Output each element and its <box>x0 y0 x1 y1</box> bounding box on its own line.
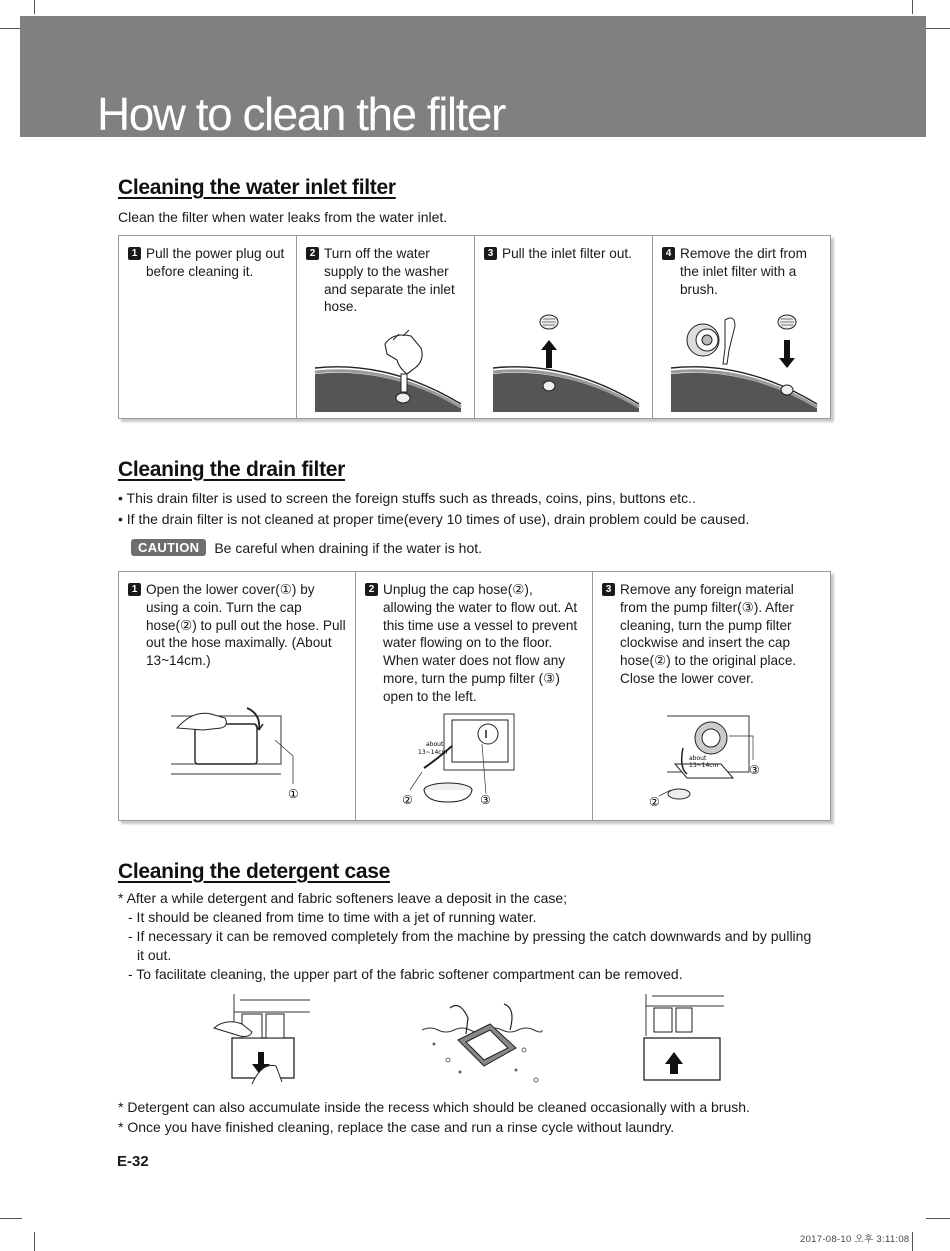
detergent-item: - To facilitate cleaning, the upper part of the fabric softener compartment can be removed. <box>128 966 683 982</box>
drain-bullet: • This drain filter is used to screen the foreign stuffs such as threads, coins, pins, buttons etc.. <box>118 490 696 506</box>
lower-cover-illustration <box>163 700 333 810</box>
step-text: Unplug the cap hose(②), allowing the water to flow out. At this time use a vessel to prevent water flowing on to the floor. When water does not flow any more, turn the pump filter (③) open to the left. <box>383 582 578 704</box>
inlet-step-1 <box>119 236 297 418</box>
footnote: * Detergent can also accumulate inside the recess which should be cleaned occasionally with a brush. <box>118 1099 750 1115</box>
hose-disconnect-illustration <box>313 326 463 412</box>
crop-mark <box>0 28 22 29</box>
step-text: Remove any foreign material from the pump filter(③). After cleaning, turn the pump filter clockwise and insert the cap hose(②) to the original place. Close the lower cover. <box>620 582 797 686</box>
caution-text: Be careful when draining if the water is hot. <box>214 539 483 556</box>
callout-two: ② <box>649 795 660 809</box>
drain-bullet: • If the drain filter is not cleaned at proper time(every 10 times of use), drain problem could be caused. <box>118 511 750 527</box>
step-number: 1 <box>128 247 141 260</box>
detergent-case-instructions <box>118 889 818 984</box>
callout-two: ② <box>402 793 413 807</box>
callout-three: ③ <box>749 763 760 777</box>
drain-step-2 <box>356 572 593 820</box>
detergent-item: - If necessary it can be removed completely from the machine by pressing the catch downwards and by pulling it out. <box>128 928 812 963</box>
drain-steps-table <box>118 571 831 821</box>
step-number: 3 <box>602 583 615 596</box>
step-number: 2 <box>365 583 378 596</box>
page-number: E-32 <box>117 1153 149 1170</box>
page-title: How to clean the filter <box>97 88 505 140</box>
about-value: 13~14cm <box>418 749 448 756</box>
inlet-filter-heading: Cleaning the water inlet filter <box>118 176 396 199</box>
crop-mark <box>926 28 950 29</box>
crop-mark <box>0 1218 22 1219</box>
about-value: 13~14cm <box>689 762 719 769</box>
about-label: about <box>426 741 444 748</box>
insert-case-illustration <box>640 992 726 1086</box>
step-text: Pull the inlet filter out. <box>502 246 632 261</box>
step-text: Remove the dirt from the inlet filter with a brush. <box>680 246 807 297</box>
drain-hose-illustration <box>396 710 566 810</box>
crop-mark <box>912 1232 913 1251</box>
step-text: Turn off the water supply to the washer and separate the inlet hose. <box>324 246 455 315</box>
crop-mark <box>912 0 913 14</box>
step-number: 3 <box>484 247 497 260</box>
about-label: about <box>689 755 707 762</box>
step-text: Pull the power plug out before cleaning it. <box>146 246 285 279</box>
brush-filter-illustration <box>669 314 819 412</box>
pull-filter-illustration <box>491 314 641 412</box>
callout-three: ③ <box>480 793 491 807</box>
drain-step-1 <box>119 572 356 820</box>
drain-step-3 <box>593 572 830 820</box>
step-text: Open the lower cover(①) by using a coin. Turn the cap hose(②) to pull out the hose. Pull out the hose maximally. (About 13~14cm.) <box>146 582 346 669</box>
footnote: * Once you have finished cleaning, replace the case and run a rinse cycle without laundry. <box>118 1119 675 1135</box>
step-number: 1 <box>128 583 141 596</box>
rinse-case-illustration <box>420 1000 544 1086</box>
inlet-step-4 <box>653 236 830 418</box>
step-number: 2 <box>306 247 319 260</box>
crop-mark <box>926 1218 950 1219</box>
inlet-filter-intro: Clean the filter when water leaks from the water inlet. <box>118 209 448 225</box>
inlet-step-2 <box>297 236 475 418</box>
inlet-steps-table <box>118 235 831 419</box>
step-number: 4 <box>662 247 675 260</box>
caution-row <box>131 539 482 556</box>
callout-one: ① <box>288 787 299 801</box>
detergent-footnotes <box>118 1097 750 1137</box>
crop-mark <box>34 0 35 14</box>
detergent-item: - It should be cleaned from time to time with a jet of running water. <box>128 909 537 925</box>
detergent-lead: * After a while detergent and fabric softeners leave a deposit in the case; <box>118 890 568 906</box>
inlet-step-3 <box>475 236 653 418</box>
print-timestamp: 2017-08-10 오후 3:11:08 <box>800 1234 910 1245</box>
drain-filter-heading: Cleaning the drain filter <box>118 458 346 481</box>
detergent-case-heading: Cleaning the detergent case <box>118 860 390 883</box>
remove-case-illustration <box>212 992 312 1088</box>
crop-mark <box>34 1232 35 1251</box>
pump-filter-illustration <box>649 712 779 812</box>
caution-badge: CAUTION <box>131 539 206 556</box>
